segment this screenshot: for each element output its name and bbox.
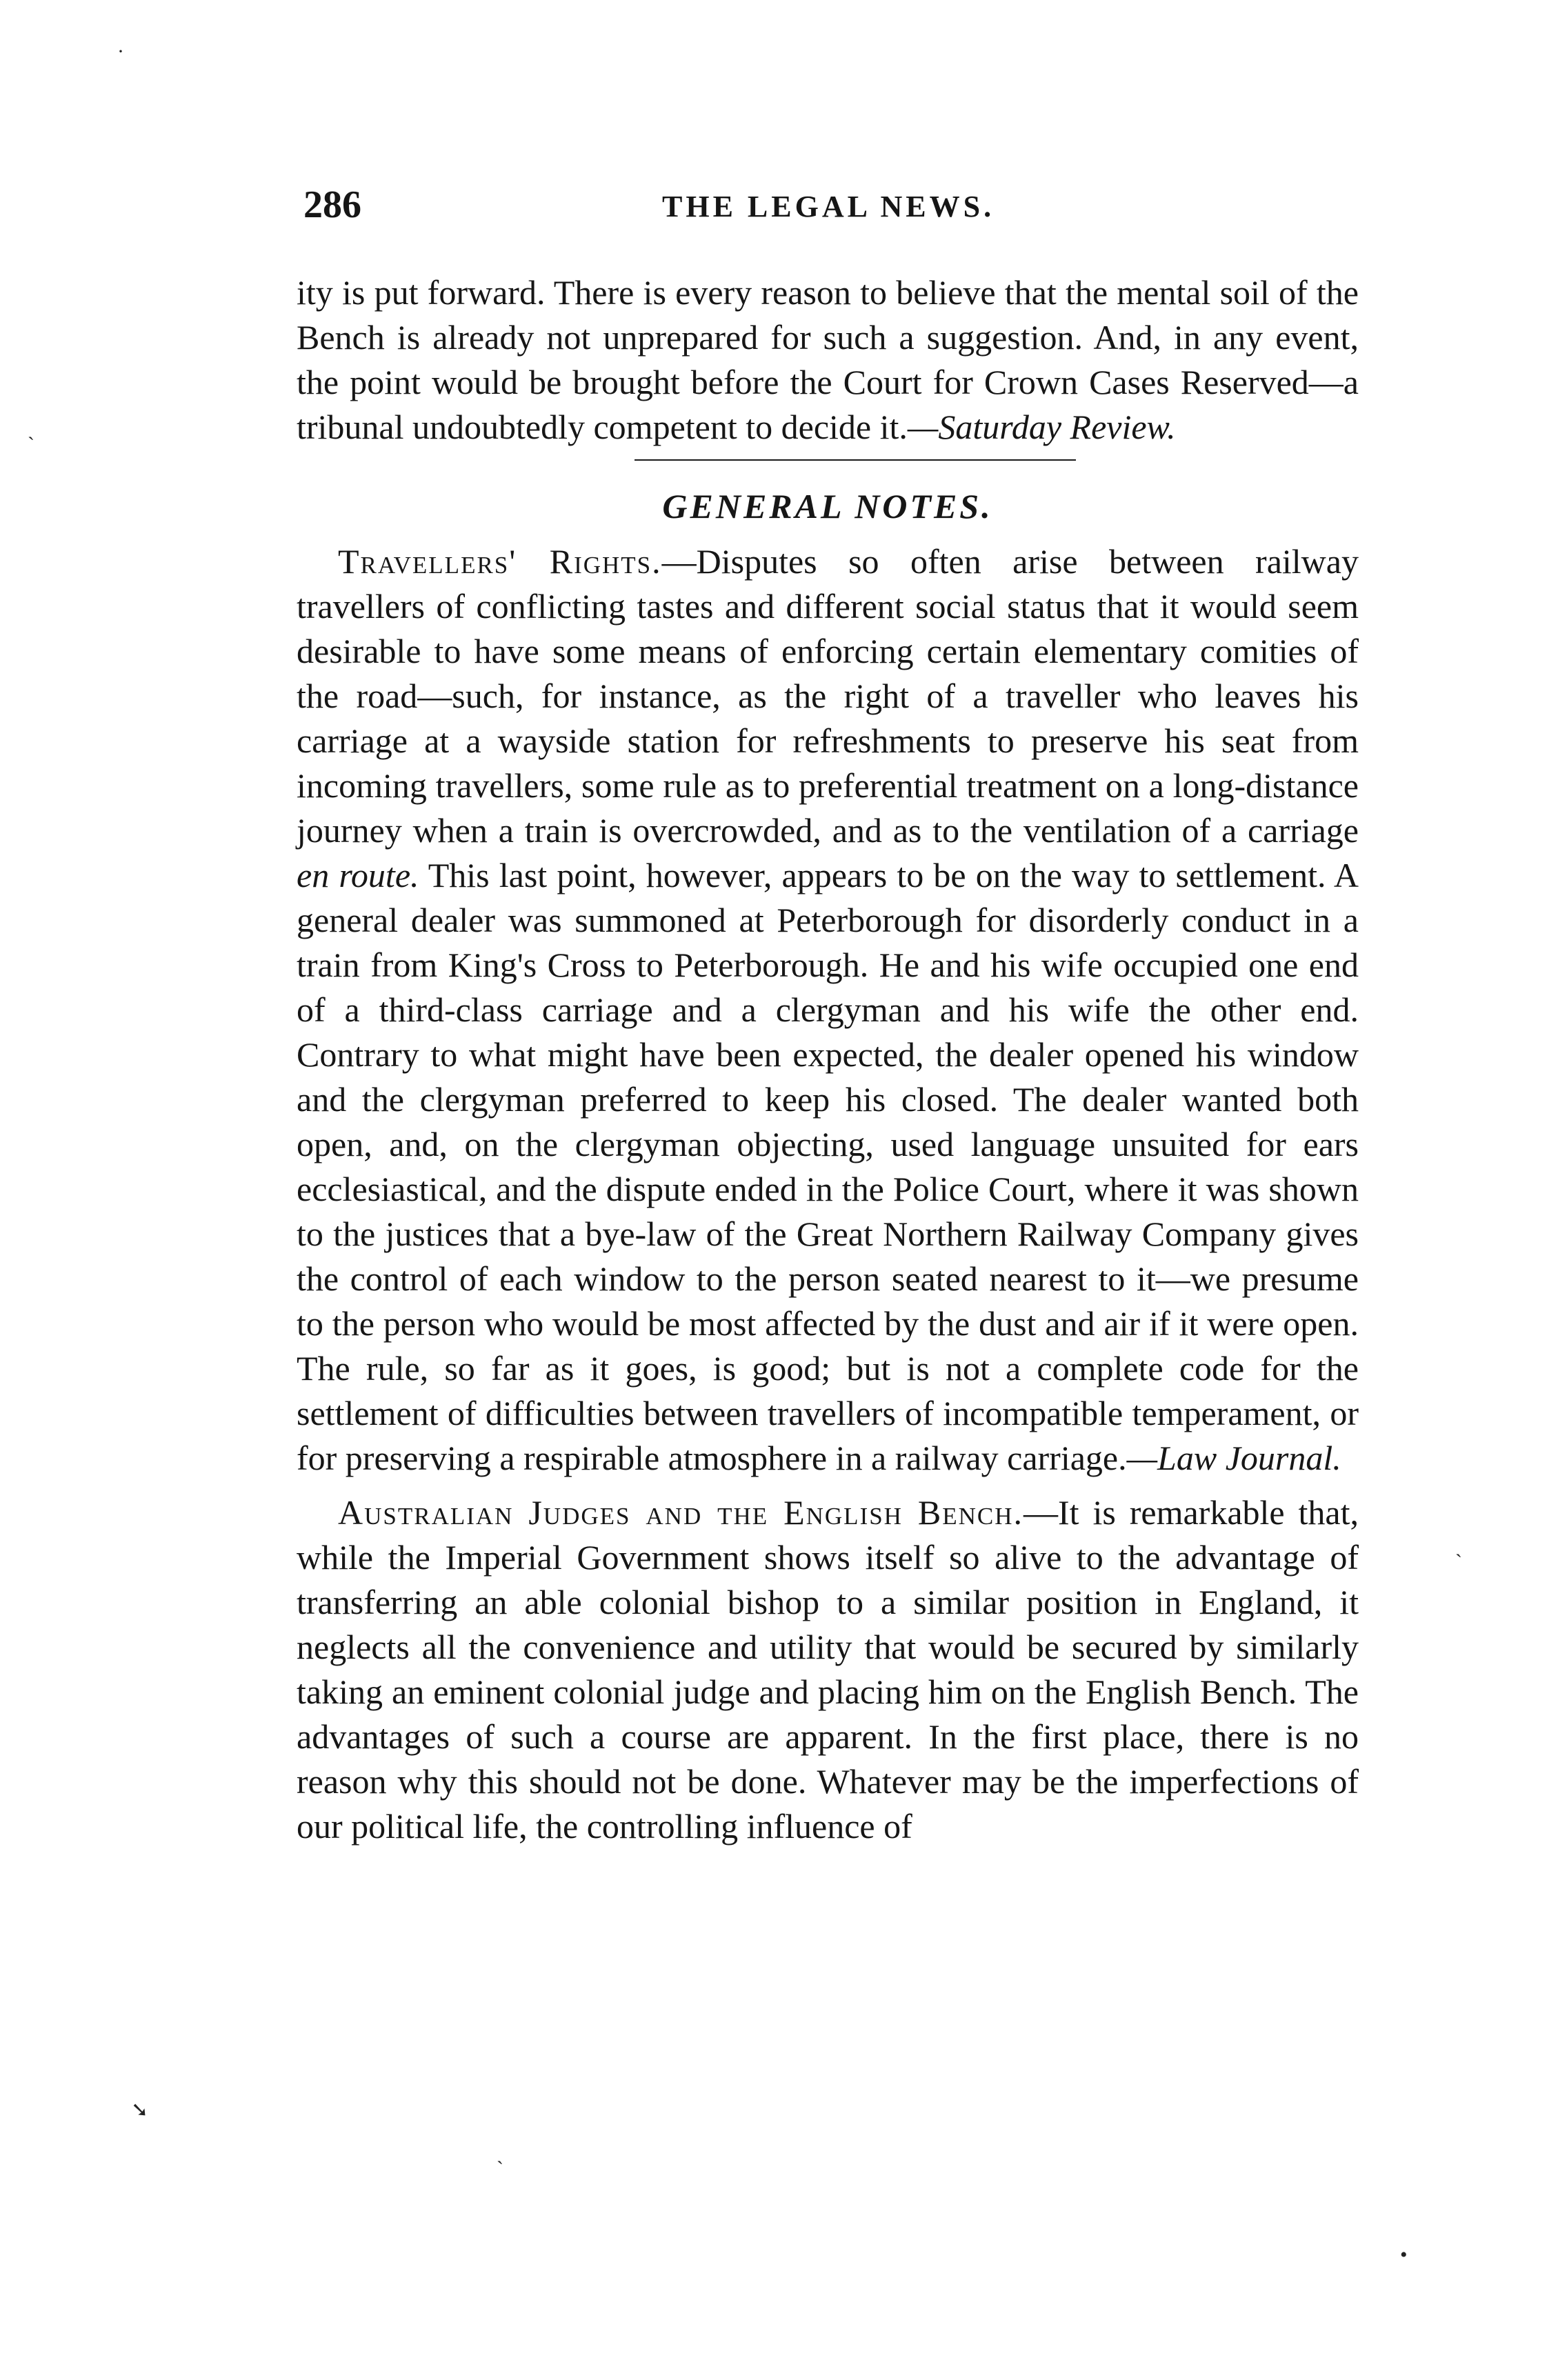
paragraph-gap <box>297 1481 1359 1490</box>
note-australian-judges <box>297 1490 1359 1849</box>
margin-speck: ˋ <box>1455 1550 1462 1573</box>
text-column <box>297 270 1359 1849</box>
article-ending-text: ity is put forward. There is every reason to believe that the mental soil of the Bench is already not unprepared for such a suggestion. And, in any event, the point would be brought before the Court for Crown Cases Reserved—a tribunal undoubtedly competent to decide it. <box>297 273 1359 446</box>
margin-speck: • <box>1400 2243 1408 2266</box>
margin-speck: ˋ <box>497 2157 503 2180</box>
section-divider-rule <box>635 459 1076 461</box>
page-header <box>303 181 1352 236</box>
margin-speck: ➘ <box>131 2099 149 2121</box>
note-title: Travellers' Rights. <box>338 542 662 581</box>
note-body: —It is remarkable that, while the Imperial Government shows itself so alive to the advantage of transferring an able colonial bishop to a similar position in England, it neglects all the convenience and utility that would be secured by similarly taking an eminent colonial judge and placing him on the English Bench. The advantages of such a course are apparent. In the first place, there is no reason why this should not be done. Whatever may be the imperfections of our political life, the controlling influence of <box>297 1493 1359 1846</box>
note-title: Australian Judges and the English Bench. <box>338 1493 1024 1532</box>
article-ending-source: —Saturday Review. <box>907 408 1176 446</box>
margin-speck: ˋ <box>28 433 34 456</box>
section-heading: GENERAL NOTES. <box>662 487 993 526</box>
note-travellers-rights <box>297 539 1359 1481</box>
page-number: 286 <box>303 183 361 226</box>
article-ending-paragraph <box>297 270 1359 450</box>
margin-speck: · <box>117 40 124 63</box>
note-italic-phrase: en route. <box>297 856 419 894</box>
note-body: —Disputes so often arise between railway travellers of conflicting tastes and different social status that it would seem desirable to have some means of enforcing certain elementary comities of the road—such, for instance, as the right of a traveller who leaves his carriage at a wayside station for refreshments to preserve his seat from incoming travellers, some rule as to preferential treatment on a long-distance journey when a train is overcrowded, and as to the ventilation of a carriage <box>297 542 1359 850</box>
note-body-continued: This last point, however, appears to be on the way to settlement. A general dealer was summoned at Peterborough for disorderly conduct in a train from King's Cross to Peterborough. He and his wife occupied one end of a third-class carriage and a clergyman and his wife the other end. Contrary to what might have been expected, the dealer opened his window and the clergyman preferred to keep his closed. The dealer wanted both open, and, on the clergyman objecting, used language unsuited for ears ecclesiastical, and the dispute ended in the Police Court, where it was shown to the justices that a bye-law of the Great Northern Railway Company gives the control of each window to the person seated nearest to it—we presume to the person who would be most affected by the dust and air if it were open. The rule, so far as it goes, is good; but is not a complete code for the settlement of difficulties between travellers of incompatible temperament, or for preserving a respirable atmosphere in a railway carriage. <box>297 856 1359 1477</box>
running-head: THE LEGAL NEWS. <box>662 190 995 223</box>
note-source: —Law Journal. <box>1126 1439 1341 1477</box>
